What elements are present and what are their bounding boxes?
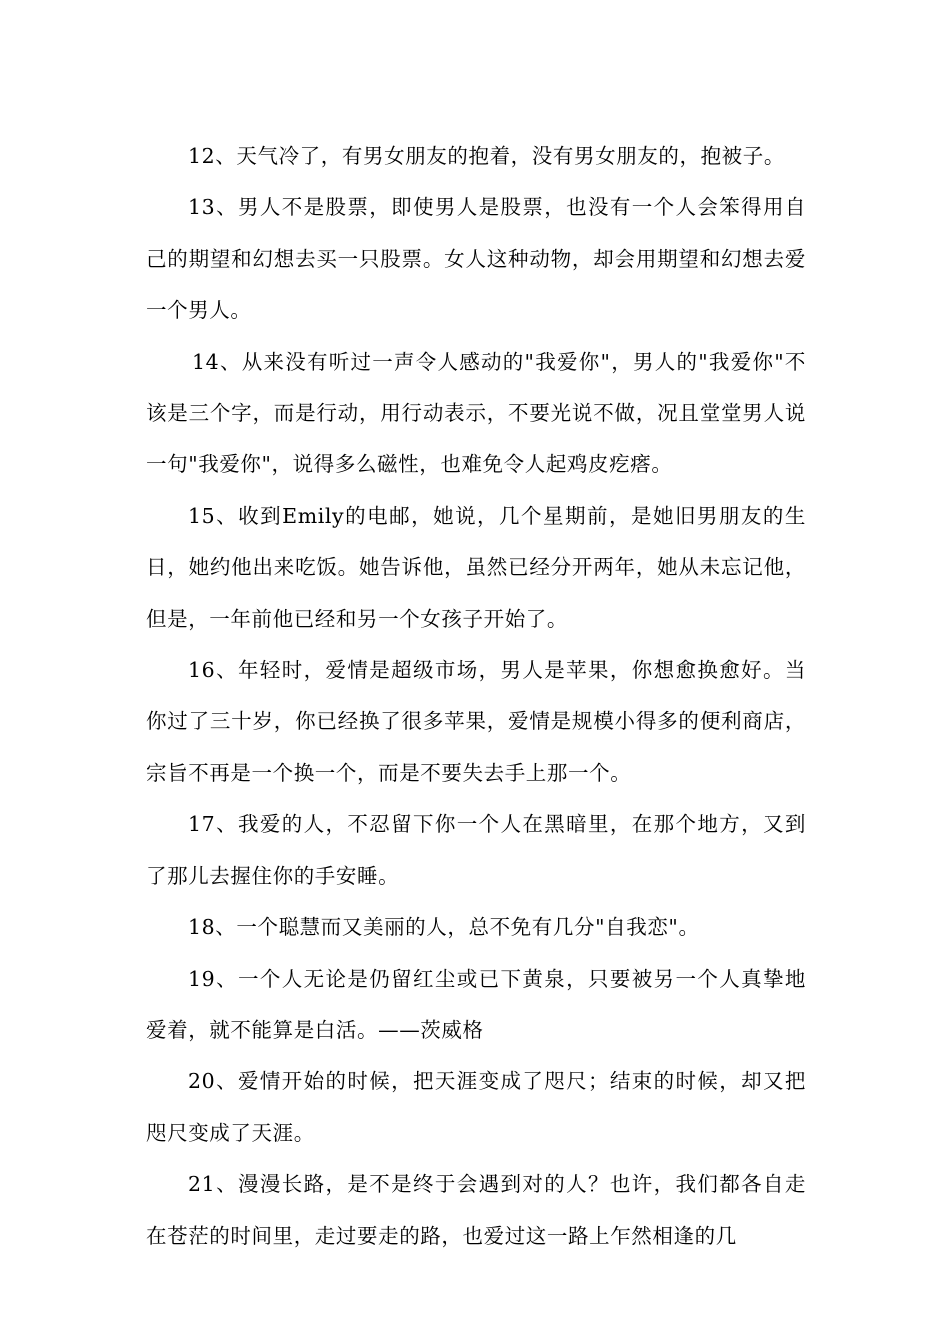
document-body	[146, 131, 806, 1262]
paragraph-13: 13、男人不是股票，即使男人是股票，也没有一个人会笨得用自己的期望和幻想去买一只股票。女人这种动物，却会用期望和幻想去爱一个男人。	[146, 195, 806, 323]
paragraph-19: 19、一个人无论是仍留红尘或已下黄泉，只要被另一个人真挚地爱着，就不能算是白活。——茨威格	[146, 966, 806, 1042]
paragraph-14: 14、从来没有听过一声令人感动的"我爱你"，男人的"我爱你"不该是三个字，而是行动，用行动表示，不要光说不做，况且堂堂男人说一句"我爱你"，说得多么磁性，也难免令人起鸡皮疙瘩。	[146, 349, 806, 477]
paragraph-17: 17、我爱的人，不忍留下你一个人在黑暗里，在那个地方，又到了那儿去握住你的手安睡。	[146, 812, 806, 888]
paragraph-21: 21、漫漫长路，是不是终于会遇到对的人？也许，我们都各自走在苍茫的时间里，走过要走的路，也爱过这一路上乍然相逢的几	[146, 1172, 806, 1248]
paragraph-16: 16、年轻时，爱情是超级市场，男人是苹果，你想愈换愈好。当你过了三十岁，你已经换了很多苹果，爱情是规模小得多的便利商店，宗旨不再是一个换一个，而是不要失去手上那一个。	[146, 658, 806, 785]
paragraph-15: 15、收到Emily的电邮，她说，几个星期前，是她旧男朋友的生日，她约他出来吃饭。她告诉他，虽然已经分开两年，她从未忘记他，但是，一年前他已经和另一个女孩子开始了。	[146, 503, 806, 631]
paragraph-12: 12、天气冷了，有男女朋友的抱着，没有男女朋友的，抱被子。	[188, 144, 785, 168]
paragraph-18: 18、一个聪慧而又美丽的人，总不免有几分"自我恋"。	[188, 915, 700, 940]
paragraph-20: 20、爱情开始的时候，把天涯变成了咫尺；结束的时候，却又把咫尺变成了天涯。	[146, 1069, 806, 1145]
